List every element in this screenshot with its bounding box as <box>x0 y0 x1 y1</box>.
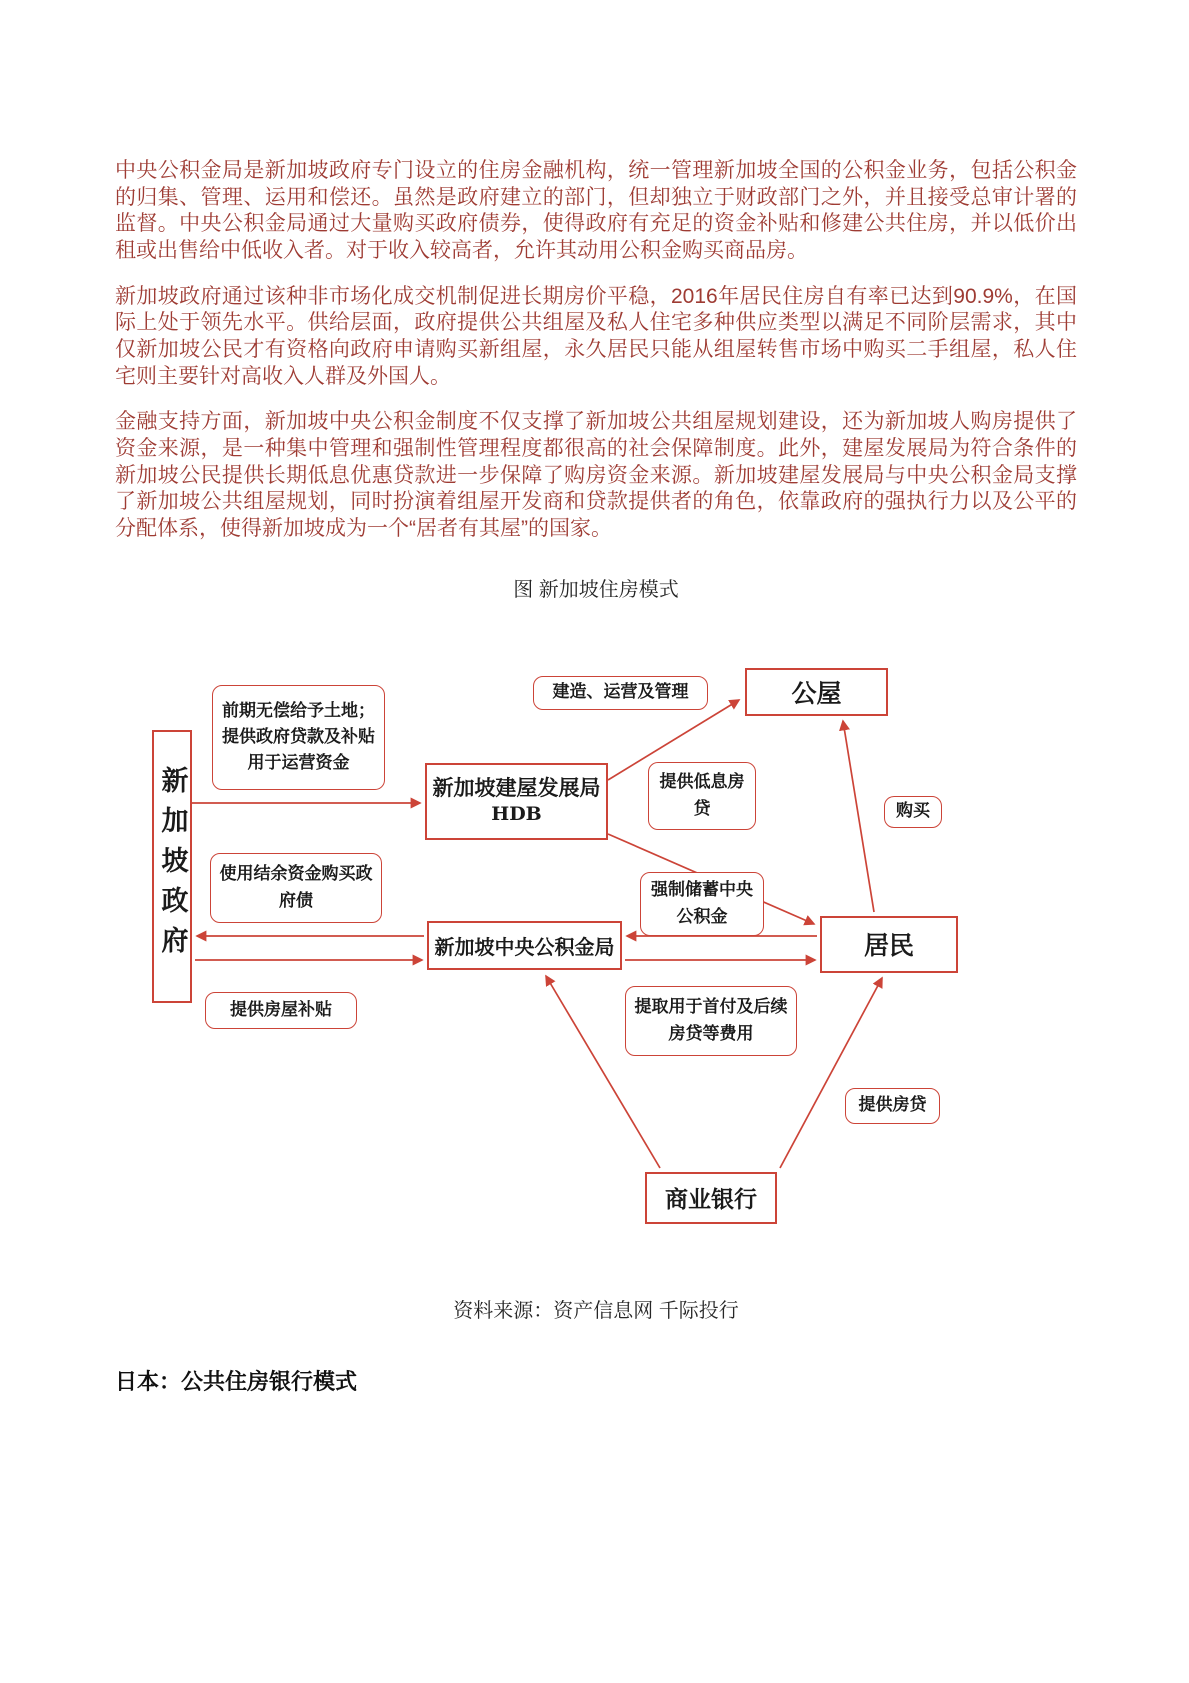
label-low-interest-loan: 提供低息房贷 <box>648 762 756 830</box>
label-housing-subsidy: 提供房屋补贴 <box>205 992 357 1029</box>
label-buy-government-bonds: 使用结余资金购买政府债 <box>210 853 382 923</box>
figure-title: 图 新加坡住房模式 <box>513 578 679 601</box>
label-provide-mortgage: 提供房贷 <box>845 1088 940 1124</box>
paragraph-financial-support: 金融支持方面，新加坡中央公积金制度不仅支撑了新加坡公共组屋规划建设，还为新加坡人购房提供了资金来源，是一种集中管理和强制性管理程度都很高的社会保障制度。此外，建屋发展局为符合条件的新加坡公民提供长期低息优惠贷款进一步保障了购房资金来源。新加坡建屋发展局与中央公积金局支撑了新加坡公共组屋规划，同时扮演着组屋开发商和贷款提供者的角色，依靠政府的强执行力以及公平的分配体系，使得新加坡成为一个“居者有其屋”的国家。 <box>115 410 1077 540</box>
node-residents-label: 居民 <box>863 931 914 961</box>
node-public-housing-label: 公屋 <box>791 678 842 708</box>
paragraph-cpf-intro: 中央公积金局是新加坡政府专门设立的住房金融机构，统一管理新加坡全国的公积金业务，包括公积金的归集、管理、运用和偿还。虽然是政府建立的部门，但却独立于财政部门之外，并且接受总审计署的监督。中央公积金局通过大量购买政府债券，使得政府有充足的资金补贴和修建公共住房，并以低价出租或出售给中低收入者。对于收入较高者，允许其动用公积金购买商品房。 <box>115 159 1077 262</box>
node-cpf-label: 新加坡中央公积金局 <box>434 934 615 959</box>
label-forced-cpf-saving: 强制储蓄中央公积金 <box>640 872 764 936</box>
figure-source: 资料来源：资产信息网 千际投行 <box>453 1299 739 1322</box>
label-land-grant: 前期无偿给予土地；提供政府贷款及补贴用于运营资金 <box>212 685 385 790</box>
node-residents <box>820 916 958 973</box>
node-hdb <box>425 763 608 840</box>
node-commercial-bank <box>645 1172 777 1224</box>
node-cpf <box>427 921 622 970</box>
paragraph-housing-supply: 新加坡政府通过该种非市场化成交机制促进长期房价平稳，2016年居民住房自有率已达到90.9%，在国际上处于领先水平。供给层面，政府提供公共组屋及私人住宅多种供应类型以满足不同阶层需求，其中仅新加坡公民才有资格向政府申请购买新组屋，永久居民只能从组屋转售市场中购买二手组屋，私人住宅则主要针对高收入人群及外国人。 <box>115 284 1077 388</box>
node-singapore-government <box>152 730 192 1003</box>
node-singapore-government-label: 新加坡政府 <box>156 766 188 967</box>
node-hdb-label: 新加坡建屋发展局 <box>432 775 601 801</box>
label-build-operate-manage: 建造、运营及管理 <box>533 676 708 710</box>
section-heading-japan: 日本：公共住房银行模式 <box>115 1368 358 1394</box>
node-hdb-abbreviation: HDB <box>491 803 542 826</box>
label-withdraw-for-downpayment: 提取用于首付及后续房贷等费用 <box>625 986 797 1056</box>
node-commercial-bank-label: 商业银行 <box>665 1186 757 1214</box>
label-purchase: 购买 <box>884 796 942 828</box>
arrow-residents-to-public-housing <box>843 721 874 912</box>
node-public-housing <box>745 668 888 716</box>
singapore-housing-model-diagram <box>140 648 1010 1250</box>
